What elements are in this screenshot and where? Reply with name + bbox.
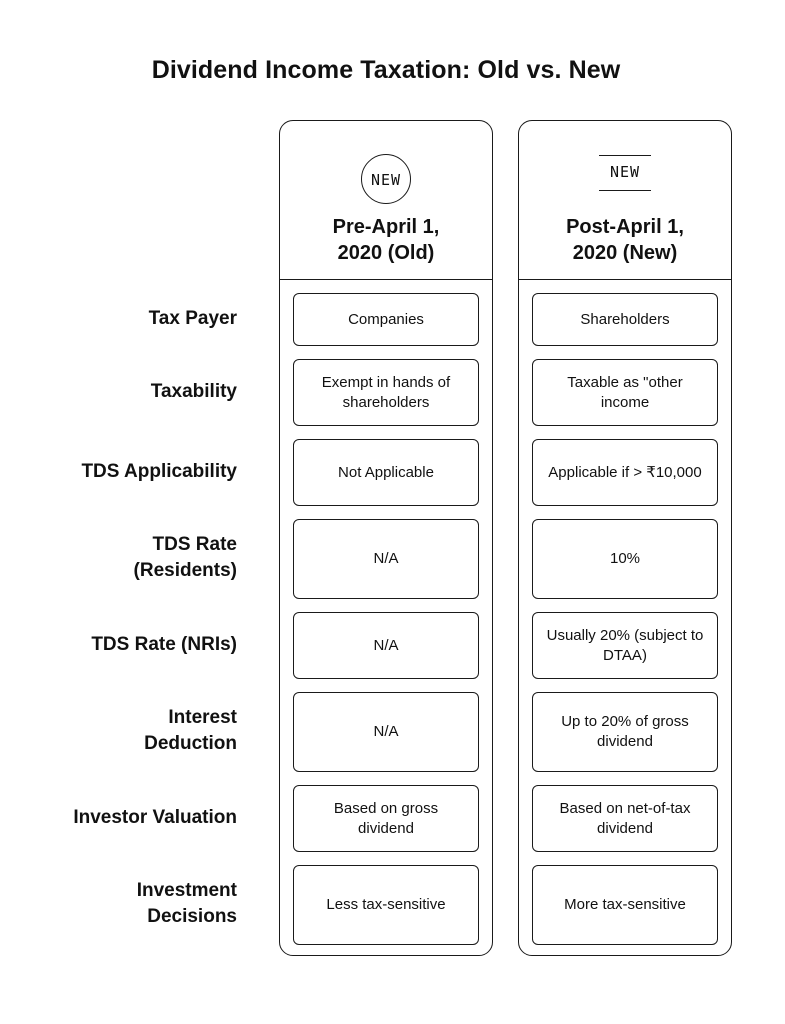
- cell-new-investor-valuation: Based on net-of-tax dividend: [532, 785, 718, 852]
- cell-old-taxability: Exempt in hands of shareholders: [293, 359, 479, 426]
- cell-old-interest-deduction: N/A: [293, 692, 479, 772]
- new-badge-circle-icon: NEW: [361, 154, 411, 204]
- row-label-interest-deduction: Interest Deduction: [144, 707, 237, 754]
- page-title: Dividend Income Taxation: Old vs. New: [151, 56, 621, 84]
- row-label-tds-applicability: TDS Applicability: [81, 460, 237, 482]
- cell-old-tds-applicability: Not Applicable: [293, 439, 479, 506]
- column-old-title-line1: Pre-April 1,: [332, 216, 440, 238]
- cell-new-investment-decisions: More tax-sensitive: [532, 865, 718, 945]
- cell-new-tax-payer: Shareholders: [532, 293, 718, 346]
- cell-new-interest-deduction: Up to 20% of gross dividend: [532, 692, 718, 772]
- column-old-title: [280, 214, 492, 266]
- cell-old-investor-valuation: Based on gross dividend: [293, 785, 479, 852]
- column-old-header: [280, 121, 492, 280]
- cell-old-investment-decisions: Less tax-sensitive: [293, 865, 479, 945]
- row-label-investment-decisions: Investment Decisions: [136, 880, 237, 927]
- column-new-title-line1: Post-April 1,: [566, 216, 684, 238]
- cell-new-tds-applicability: Applicable if > ₹10,000: [532, 439, 718, 506]
- cell-old-tds-rate-nris: N/A: [293, 612, 479, 679]
- row-label-taxability: Taxability: [150, 380, 237, 402]
- column-old-title-line2: 2020 (Old): [337, 242, 435, 264]
- row-label-tds-rate-nris: TDS Rate (NRIs): [91, 633, 237, 655]
- row-label-tds-rate-residents: TDS Rate (Residents): [133, 534, 237, 581]
- column-new-title: [519, 214, 731, 266]
- cell-old-tds-rate-residents: N/A: [293, 519, 479, 599]
- new-badge-lines-icon: NEW: [599, 155, 651, 191]
- cell-new-taxability: Taxable as "other income: [532, 359, 718, 426]
- cell-new-tds-rate-nris: Usually 20% (subject to DTAA): [532, 612, 718, 679]
- row-label-tax-payer: Tax Payer: [148, 307, 237, 329]
- column-old: [279, 120, 493, 956]
- column-new-header: [519, 121, 731, 280]
- column-new: [518, 120, 732, 956]
- row-label-investor-valuation: Investor Valuation: [73, 806, 237, 828]
- cell-old-tax-payer: Companies: [293, 293, 479, 346]
- cell-new-tds-rate-residents: 10%: [532, 519, 718, 599]
- column-new-title-line2: 2020 (New): [572, 242, 678, 264]
